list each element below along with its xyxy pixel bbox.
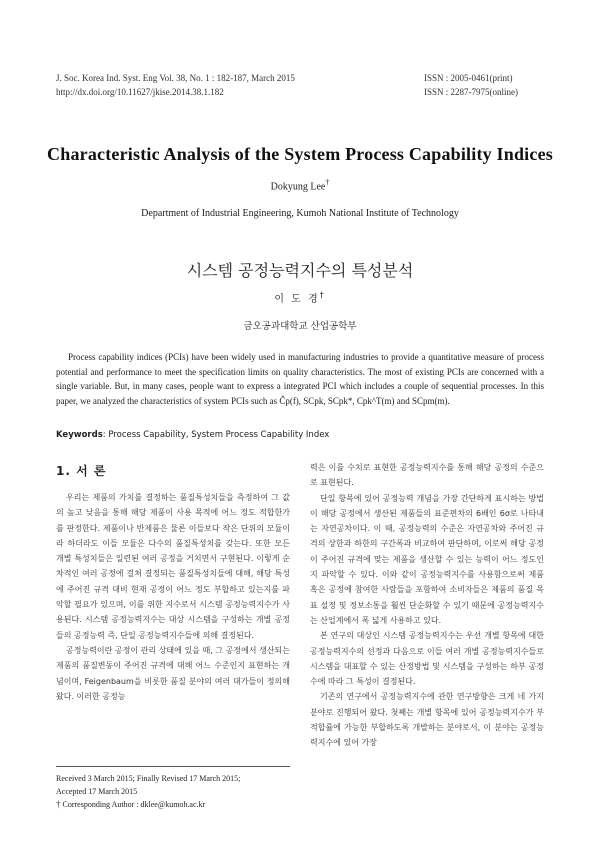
right-paragraph: 력은 이를 수치로 표현한 공정능력지수를 통해 해당 공정의 수준으로 표현된다. [310,463,544,488]
keywords-text: : Process Capability, System Process Capability Index [102,430,330,440]
footnote-rule [56,766,290,767]
paper-title: Characteristic Analysis of the System Process Capability Indices [47,144,553,164]
dagger-mark: † [56,799,61,809]
issn-online: ISSN : 2287-7975(online) [424,87,518,97]
korean-title: 시스템 공정능력지수의 특성분석 [186,261,414,280]
left-paragraph: 공정능력이란 공정이 관리 상태에 있을 때, 그 공정에서 생산되는 제품의 품질변동이 주어진 규격에 대해 어느 수준인지 표현하는 개념이며, Feigenbaum을 비롯한 품질 분야의 여러 대가들이 정의해 왔다. 이러한 공정능 [56,645,290,701]
korean-author-text: 이 도 경 [274,294,320,305]
corresponding-author [56,798,290,812]
korean-corresponding-mark: † [319,290,326,300]
korean-affiliation: 금오공과대학교 산업공학부 [243,321,357,332]
right-column [310,460,544,751]
right-paragraph: 단일 항목에 있어 공정능력 개념을 가장 간단하게 표시하는 방법이 해당 공정에서 생산된 제품들의 표준편차의 6배인 6σ로 나타내는 자연공차이다. 이 때, 공정능력의 수준은 자연공차와 주어진 규격의 상한과 하한의 구간폭과 비교하여 판단하며, 이로써 해당 공정이 주어진 규격에 맞는 제품을 생산할 수 있는 능력이 어느 정도인지 파악할 수 있다. 이와 같이 공정능력지수를 사용함으로써 제품 혹은 공정에 참여한 사람들을 포함하여 소비자들은 제품의 품질 목표 설정 및 정보소통을 훨씬 단순화할 수 있기 때문에 공정능력지수는 산업계에서 폭 넓게 사용하고 있다. [310,493,544,625]
keywords [56,430,329,440]
keywords-label: Keywords [56,430,103,440]
right-paragraph: 기존의 연구에서 공정능력지수에 관한 연구방향은 크게 네 가지 분야로 진행되어 왔다. 첫째는 개별 항목에 있어 공정능력지수가 부적합률에 가능한 부합하도록 개발하는 분야로서, 이 분야는 공정능력지수에 있어 가장 [310,692,544,748]
author-name-text: Dokyung Lee [270,181,326,193]
issn-print: ISSN : 2005-0461(print) [424,73,513,83]
abstract: Process capability indices (PCIs) have been widely used in manufacturing industries to provide a quantitative measure of process potential and performance to meet the specification limits on quality characteristics. The most of existing PCIs are concerned with a single variable. But, in many cases, people want to express a integrated PCI which includes a couple of sequential processes. In this paper, we analyzed the characteristics of system PCIs such as Ĉp(f), SCpk, SCpk*, Cpk^T(m) and SCpm(m). [56,352,544,406]
footnote [56,766,290,812]
doi-link[interactable]: http://dx.doi.org/10.11627/jkise.2014.38.1.182 [56,87,224,97]
affiliation: Department of Industrial Engineering, Kumoh National Institute of Technology [141,208,459,219]
corresponding-author-text: Corresponding Author : dklee@kumoh.ac.kr [62,800,206,809]
corresponding-mark: † [325,178,330,187]
korean-author [0,290,600,305]
accepted-date: Accepted 17 March 2015 [56,786,138,796]
right-paragraph: 본 연구의 대상인 시스템 공정능력지수는 우선 개별 항목에 대한 공정능력지수의 선정과 다음으로 이들 여러 개별 공정능력지수들로 시스템을 대표할 수 있는 산정방법 및 시스템을 구성하는 하부 공정 수에 따라 그 특성이 결정된다. [310,631,544,687]
received-date: Received 3 March 2015; Finally Revised 17 March 2015; [56,774,241,783]
journal-citation: J. Soc. Korea Ind. Syst. Eng Vol. 38, No. 1 : 182-187, March 2015 [56,73,295,83]
author-name [0,178,600,192]
left-paragraph: 우리는 제품의 가치를 결정하는 품질특성치들을 측정하여 그 값의 높고 낮음을 통해 해당 제품이 사용 목적에 어느 정도 적합한가를 판정한다. 제품이나 반제품은 물론 이들보다 작은 단위의 모듈이라 하더라도 이들 모듈은 다수의 품질특성치를 갖는다. 또한 모든 개별 특성치들은 일련된 여러 공정을 거치면서 구현된다. 이렇게 순차적인 여러 공정에 걸쳐 결정되는 품질특성치들에 대해, 해당 특성에 주어진 규격 대비 현재 공정이 어느 정도 부합하고 있는지를 파악할 필요가 있으며, 이를 위한 지수로서 시스템 공정능력지수가 사용된다. 시스템 공정능력지수는 대상 시스템을 구성하는 개별 공정들의 공정능력 즉, 단일 공정능력지수들에 의해 결정된다. [56,493,290,640]
section-heading: 1. 서 론 [56,464,107,478]
left-column [56,490,290,704]
